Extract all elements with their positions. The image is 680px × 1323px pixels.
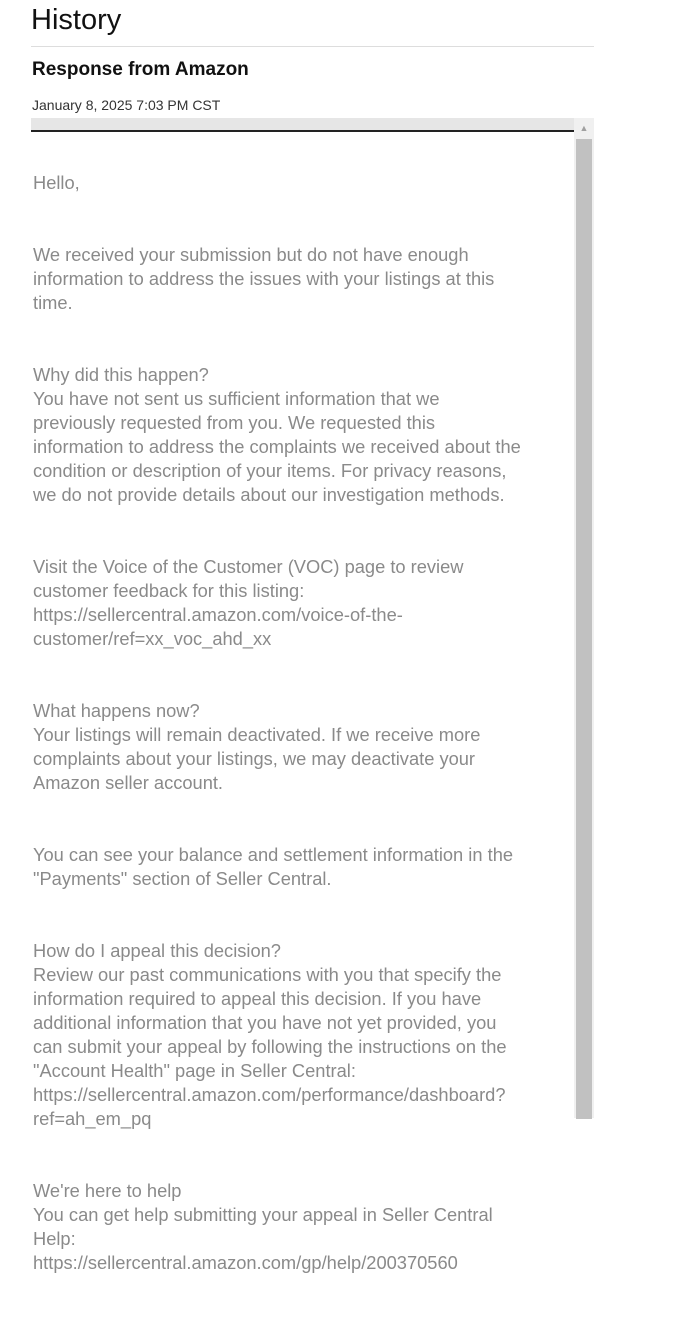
message-body — [31, 132, 573, 1323]
title-divider — [31, 46, 594, 47]
message-paragraph-why: Why did this happen? You have not sent us sufficient information that we previously requested from you. We requested this information to address the complaints we received about the condition or description of your items. For privacy reasons, we do not provide details about our investigation methods. — [33, 364, 521, 505]
scrollbar-thumb[interactable] — [576, 139, 592, 1119]
message-paragraph-voc: Visit the Voice of the Customer (VOC) page to review customer feedback for this listing: https://sellercentral.amazon.com/voice-of-the- customer/ref=xx_voc_ahd_xx — [33, 556, 464, 649]
message-scrollbar[interactable] — [574, 118, 594, 1118]
message-frame — [31, 118, 594, 1273]
message-paragraph-help: We're here to help You can get help submitting your appeal in Seller Central Help: https://sellercentral.amazon.com/gp/help/200370560 — [33, 1180, 493, 1273]
message-paragraph-submission: We received your submission but do not have enough information to address the issues with your listings at this time. — [33, 244, 495, 313]
scroll-up-arrow-icon[interactable]: ▲ — [579, 123, 589, 133]
response-heading: Response from Amazon — [32, 59, 249, 80]
message-paragraph-appeal: How do I appeal this decision? Review our past communications with you that specify the information required to appeal this decision. If you have additional information that you have not yet provided, you can submit your appeal by following the instructions on the "Account Health" page in Seller Central: https://sellercentral.amazon.com/performance/dashboard? ref=ah_em_pq — [33, 940, 507, 1129]
message-paragraph-payments: You can see your balance and settlement information in the "Payments" section of Seller Central. — [33, 844, 514, 889]
message-paragraph-greeting: Hello, — [33, 172, 80, 193]
message-viewport[interactable] — [31, 132, 574, 1273]
message-paragraph-what-now: What happens now? Your listings will remain deactivated. If we receive more complaints about your listings, we may deactivate your Amazon seller account. — [33, 700, 481, 793]
message-frame-topbar — [31, 118, 574, 132]
response-timestamp: January 8, 2025 7:03 PM CST — [32, 97, 221, 113]
page-title: History — [31, 4, 122, 36]
